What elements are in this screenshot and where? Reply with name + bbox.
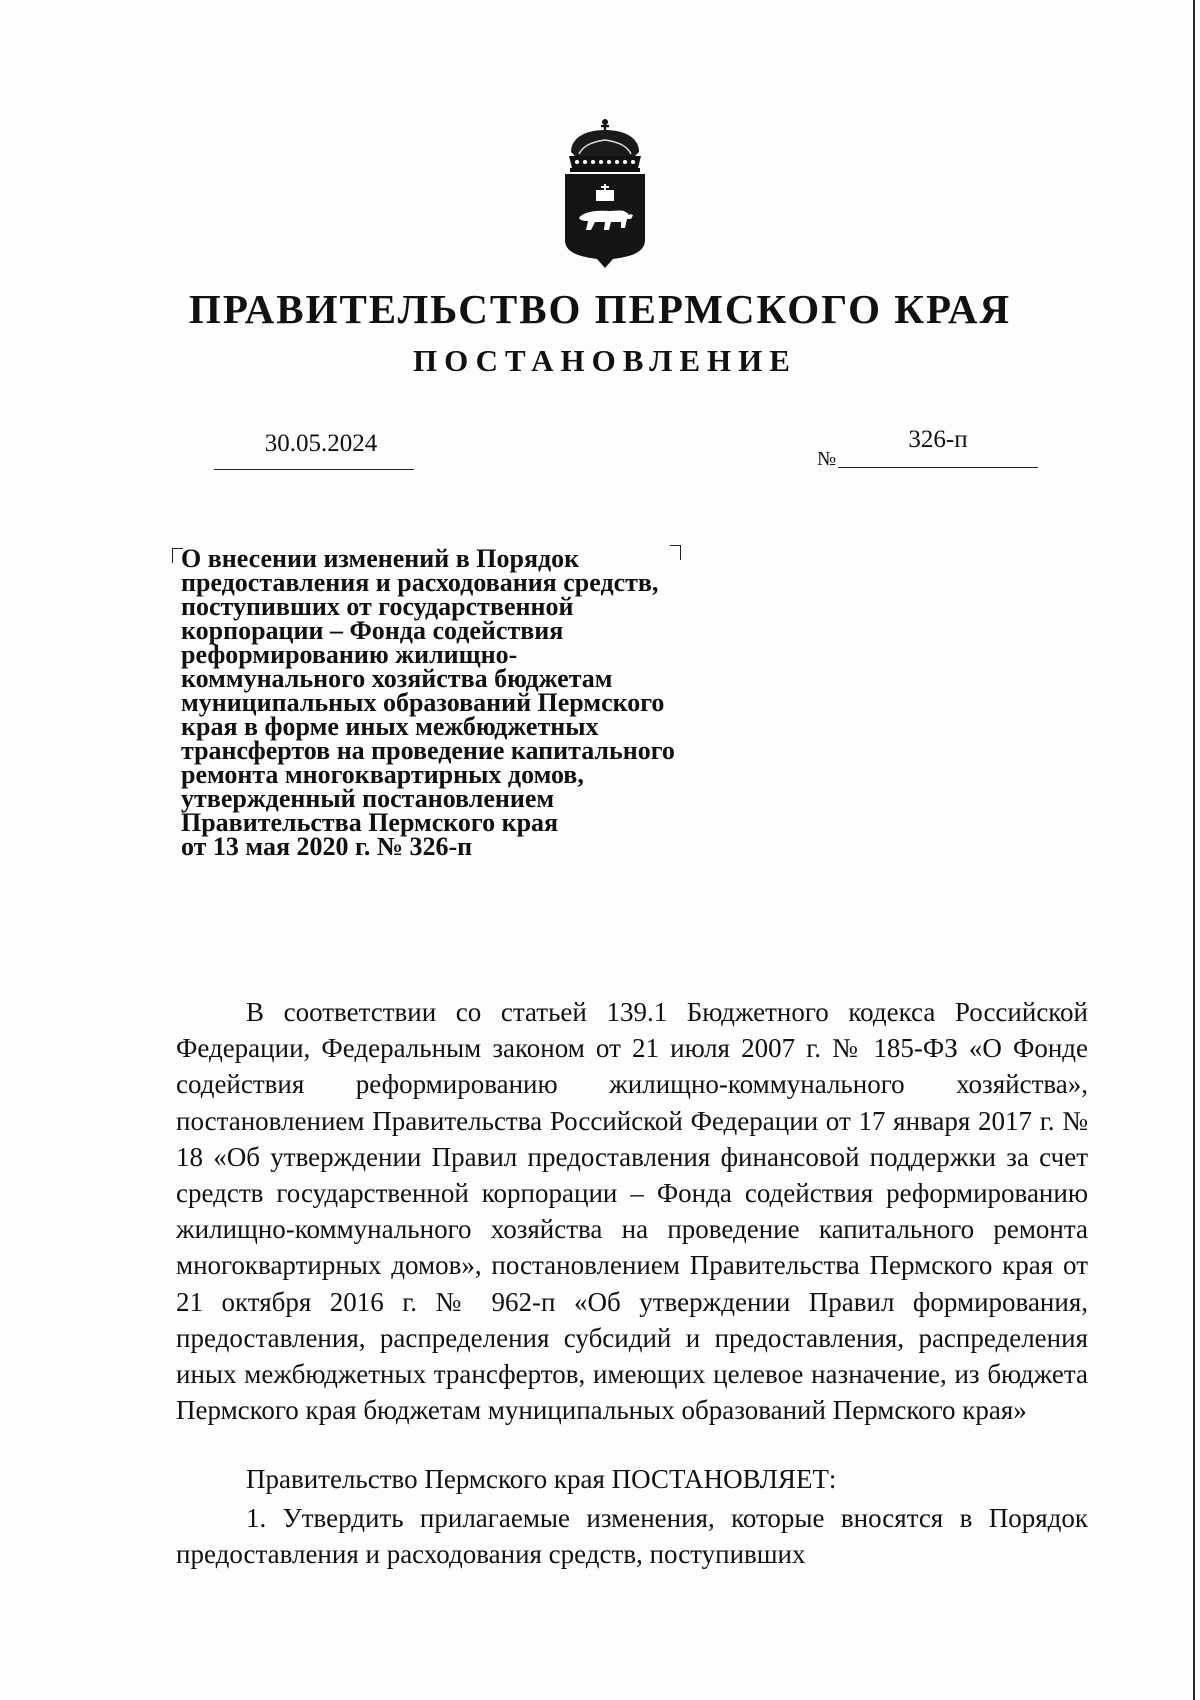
subject-line: Правительства Пермского края xyxy=(181,808,559,837)
perm-krai-coat-of-arms-icon xyxy=(555,118,655,270)
subject-line: утвержденный постановлением xyxy=(181,784,555,813)
subject-line: муниципальных образований Пермского xyxy=(181,688,665,717)
number-underline xyxy=(838,467,1038,468)
document-type: ПОСТАНОВЛЕНИЕ xyxy=(413,343,797,378)
subject-line: трансфертов на проведение капитального xyxy=(181,736,675,765)
decree-paragraph: Правительство Пермского края ПОСТАНОВЛЯЕТ: xyxy=(246,1464,837,1494)
organization-title: ПРАВИТЕЛЬСТВО ПЕРМСКОГО КРАЯ xyxy=(188,286,1012,332)
subject-line: предоставления и расходования средств, xyxy=(181,568,659,597)
document-subject xyxy=(181,544,675,861)
subject-line: реформированию жилищно- xyxy=(181,640,518,669)
subject-line: края в форме иных межбюджетных xyxy=(181,712,599,741)
number-sign: № xyxy=(817,448,837,470)
subject-line: О внесении изменений в Порядок xyxy=(181,544,580,573)
subject-line: коммунального хозяйства бюджетам xyxy=(181,664,613,693)
document-number: 326-п xyxy=(908,426,968,453)
subject-line: корпорации – Фонда содействия xyxy=(181,616,564,645)
subject-line: поступивших от государственной xyxy=(181,592,574,621)
date-underline xyxy=(214,469,414,470)
subject-line: от 13 мая 2020 г. № 326-п xyxy=(181,832,473,861)
item-1-paragraph: 1. Утвердить прилагаемые изменения, которые вносятся в Порядок предоставления и расходования средств, поступивших xyxy=(176,1503,1088,1570)
subject-line: ремонта многоквартирных домов, xyxy=(181,760,584,789)
preamble-paragraph: В соответствии со статьей 139.1 Бюджетного кодекса Российской Федерации, Федеральным законом от 21 июля 2007 г. № 185-ФЗ «О Фонде содействия реформированию жилищно-коммунального хозяйства», постановлением Правительства Российской Федерации от 17 января 2017 г. № 18 «Об утверждении Правил предоставления финансовой поддержки за счет средств государственной корпорации – Фонда содействия реформированию жилищно-коммунального хозяйства на проведение капитального ремонта многоквартирных домов», постановлением Правительства Пермского края от 21 октября 2016 г. № 962-п «Об утверждении Правил формирования, предоставления, распределения субсидий и предоставления, распределения иных межбюджетных трансфертов, имеющих целевое назначение, из бюджета Пермского края бюджетам муниципальных образований Пермского края» xyxy=(176,997,1088,1426)
document-date: 30.05.2024 xyxy=(264,430,378,457)
